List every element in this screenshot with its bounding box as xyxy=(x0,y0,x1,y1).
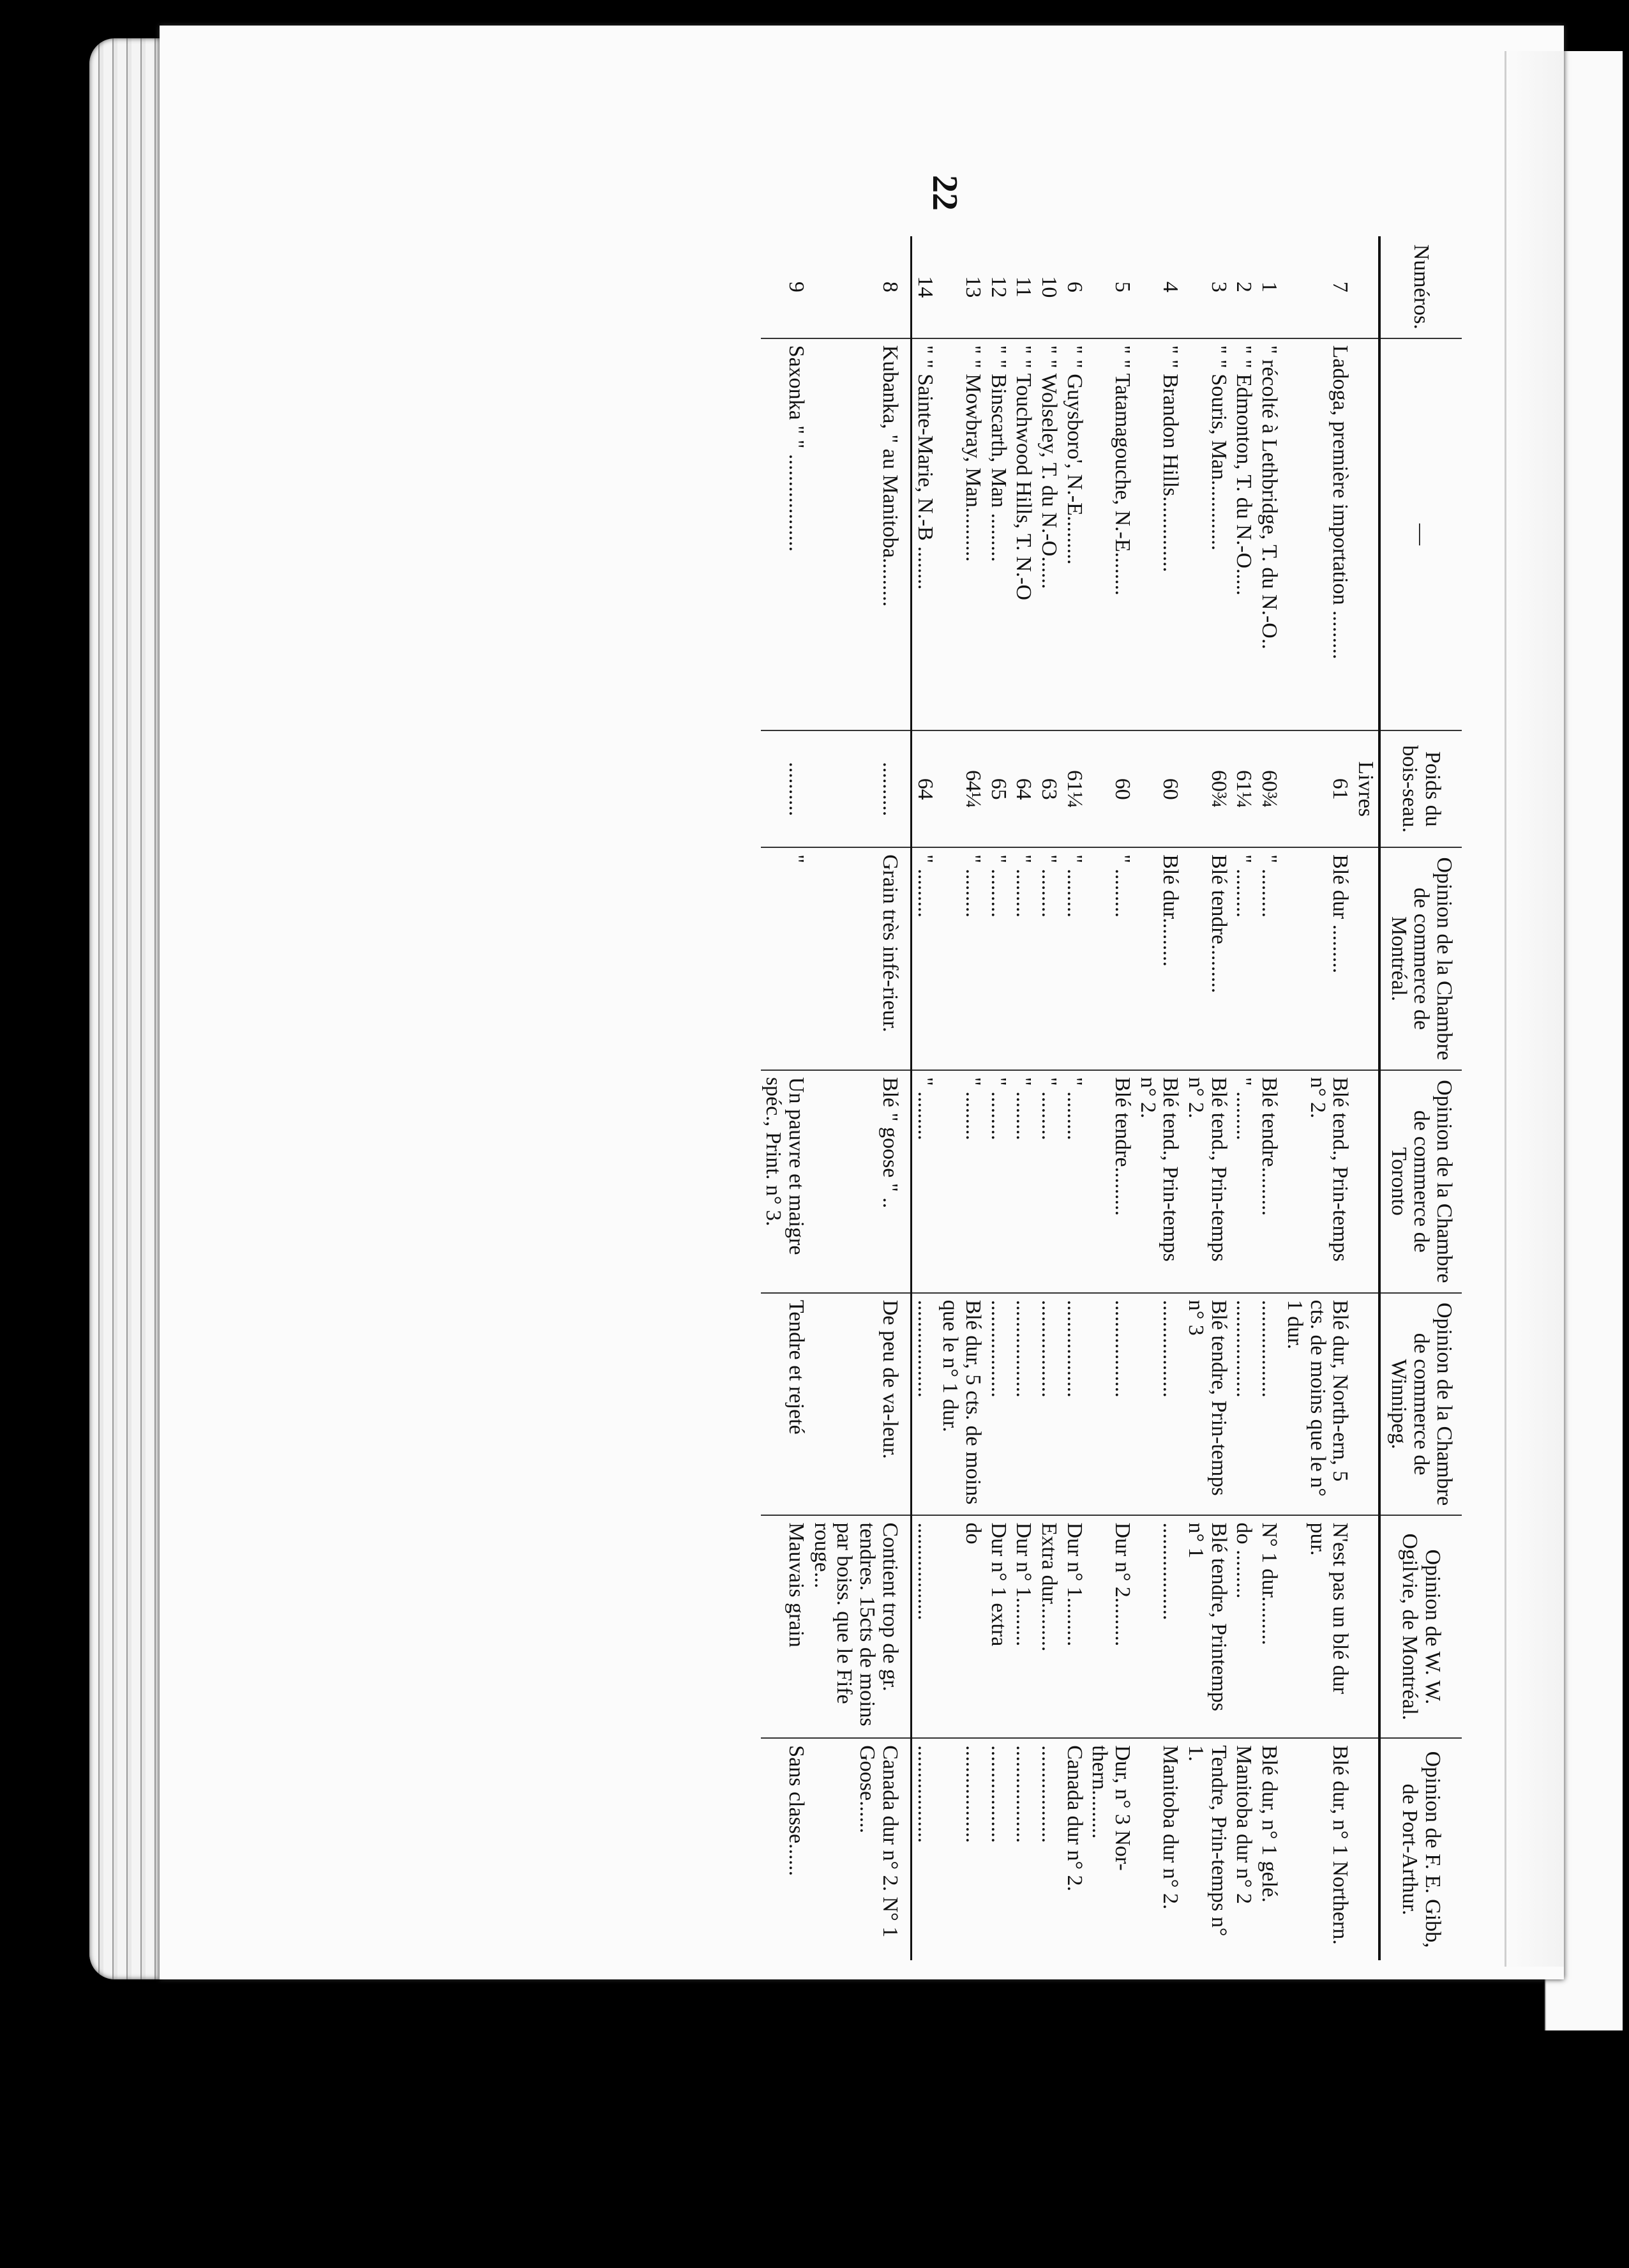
table-cell xyxy=(1353,1738,1379,1960)
unit-row xyxy=(1353,236,1379,1960)
row-number: 3 xyxy=(1206,281,1231,292)
gibb-opinion-cell: .................. xyxy=(1011,1738,1037,1960)
winnipeg-opinion-cell: Blé dur, 5 cts. de moins que le n° 1 dur. xyxy=(938,1293,986,1516)
row-number: 8 xyxy=(809,236,911,338)
header-winnipeg-chamber: Opinion de la Chambre de commerce de Winnipeg. xyxy=(1379,1293,1462,1516)
toronto-opinion-cell: Blé " goose " .. xyxy=(809,1070,911,1293)
gibb-opinion-cell: Sans classe...... xyxy=(761,1738,809,1960)
gibb-opinion-cell: Manitoba dur n° 2 xyxy=(1231,1738,1257,1960)
variety-cell: " " Binscarth, Man ......... xyxy=(986,338,1011,731)
toronto-opinion-cell: " ......... xyxy=(1231,1070,1257,1293)
weight-cell: 60 xyxy=(1087,730,1135,847)
montreal-opinion-cell: " ......... xyxy=(911,847,937,1070)
toronto-opinion-cell: Blé tendre......... xyxy=(1087,1070,1135,1293)
variety-cell: " récolté à Lethbridge, T. du N.-O.. xyxy=(1257,338,1282,731)
gibb-opinion-cell: Canada dur n° 2. xyxy=(1062,1738,1087,1960)
gibb-opinion-cell: .................. xyxy=(938,1738,986,1960)
montreal-opinion-cell: Blé dur ......... xyxy=(1282,847,1353,1070)
ogilvie-opinion-cell: Dur n° 1......... xyxy=(1062,1515,1087,1738)
toronto-opinion-cell: Blé tendre......... xyxy=(1257,1070,1282,1293)
header-toronto-chamber: Opinion de la Chambre de commerce de Toronto xyxy=(1379,1070,1462,1293)
weight-cell: 61 xyxy=(1282,730,1353,847)
weight-cell: 61¼ xyxy=(1231,730,1257,847)
table-row xyxy=(1183,236,1231,1960)
row-number: 5 xyxy=(1111,281,1135,292)
toronto-opinion-cell: Blé tend., Prin-temps n° 2. xyxy=(1183,1070,1231,1293)
ogilvie-opinion-cell: Dur n° 2......... xyxy=(1087,1515,1135,1738)
table-row xyxy=(986,236,1011,1960)
ogilvie-opinion-cell: .................. xyxy=(911,1515,937,1738)
toronto-opinion-cell: " ......... xyxy=(938,1070,986,1293)
weight-cell: 60 xyxy=(1135,730,1183,847)
ogilvie-opinion-cell: Contient trop de gr. tendres. 15cts de moins par boiss. que le Fife rouge... xyxy=(809,1515,911,1738)
montreal-opinion-cell: " ......... xyxy=(938,847,986,1070)
gibb-opinion-cell: Canada dur n° 2. N° 1 Goose...... xyxy=(809,1738,911,1960)
ogilvie-opinion-cell: N° 1 dur......... xyxy=(1257,1515,1282,1738)
winnipeg-opinion-cell: .................. xyxy=(1011,1293,1037,1516)
table-row xyxy=(1087,236,1135,1960)
toronto-opinion-cell: " ......... xyxy=(1036,1070,1062,1293)
row-number: 10 xyxy=(1037,276,1061,298)
weight-cell: 61¼ xyxy=(1062,730,1087,847)
row-number: 1 xyxy=(1257,281,1282,292)
weight-cell: 64¼ xyxy=(938,730,986,847)
table-row xyxy=(1036,236,1062,1960)
montreal-opinion-cell: " ......... xyxy=(1231,847,1257,1070)
toronto-opinion-cell: Blé tend., Prin-temps n° 2. xyxy=(1135,1070,1183,1293)
ogilvie-opinion-cell: N'est pas un blé dur pur. xyxy=(1282,1515,1353,1738)
row-number: 11 xyxy=(1012,276,1036,298)
table-row xyxy=(761,236,809,1960)
winnipeg-opinion-cell: Blé tendre, Prin-temps n° 3 xyxy=(1183,1293,1231,1516)
montreal-opinion-cell: " ......... xyxy=(1036,847,1062,1070)
gibb-opinion-cell: Dur, n° 3 Nor-thern......... xyxy=(1087,1738,1135,1960)
variety-cell: Kubanka, " au Manitoba......... xyxy=(809,338,911,731)
winnipeg-opinion-cell: .................. xyxy=(1231,1293,1257,1516)
variety-cell: " " Mowbray, Man.......... xyxy=(938,338,986,731)
variety-cell: " " Tatamagouche, N.-E........ xyxy=(1087,338,1135,731)
row-number: 2 xyxy=(1232,281,1256,292)
table-row xyxy=(1011,236,1037,1960)
table-cell xyxy=(1353,1515,1379,1738)
row-number: 12 xyxy=(986,276,1010,298)
header-weight: Poids du bois-seau. xyxy=(1379,730,1462,847)
table-cell xyxy=(1353,847,1379,1070)
gibb-opinion-cell: .................. xyxy=(986,1738,1011,1960)
montreal-opinion-cell: " ......... xyxy=(986,847,1011,1070)
table-row xyxy=(1062,236,1087,1960)
table-header-row xyxy=(1379,236,1462,1960)
weight-cell: 63 xyxy=(1036,730,1062,847)
table-row xyxy=(1135,236,1183,1960)
weight-cell: 64 xyxy=(1011,730,1037,847)
montreal-opinion-cell: " ......... xyxy=(1087,847,1135,1070)
header-variety: — xyxy=(1379,338,1462,731)
winnipeg-opinion-cell: Blé dur, North-ern, 5 cts. de moins que le n° 1 dur. xyxy=(1282,1293,1353,1516)
montreal-opinion-cell: " ......... xyxy=(1062,847,1087,1070)
weight-cell: 64 xyxy=(911,730,937,847)
winnipeg-opinion-cell: .................. xyxy=(1087,1293,1135,1516)
ogilvie-opinion-cell: do xyxy=(938,1515,986,1738)
gibb-opinion-cell: Manitoba dur n° 2. xyxy=(1135,1738,1183,1960)
variety-cell: " " Edmonton, T. du N.-O..... xyxy=(1231,338,1257,731)
wheat-opinion-table-rotated xyxy=(421,236,1462,1960)
ogilvie-opinion-cell: Blé tendre, Printemps n° 1 xyxy=(1183,1515,1231,1738)
row-number: 7 xyxy=(1328,281,1353,292)
winnipeg-opinion-cell: .................. xyxy=(1062,1293,1087,1516)
variety-cell: " " Wolseley, T. du N.-O...... xyxy=(1036,338,1062,731)
page-number: 22 xyxy=(925,175,965,211)
montreal-opinion-cell: Grain très infé-rieur. xyxy=(809,847,911,1070)
variety-cell: " " Brandon Hills.............. xyxy=(1135,338,1183,731)
gibb-opinion-cell: Tendre, Prin-temps n° 1. xyxy=(1183,1738,1231,1960)
variety-cell: Saxonka " " .................. xyxy=(761,338,809,731)
ogilvie-opinion-cell: Mauvais grain xyxy=(761,1515,809,1738)
variety-cell: " " Touchwood Hills, T. N.-O xyxy=(1011,338,1037,731)
toronto-opinion-cell: Blé tend., Prin-temps n° 2. xyxy=(1282,1070,1353,1293)
toronto-opinion-cell: Un pauvre et maigre spéc., Print. n° 3. xyxy=(761,1070,809,1293)
row-number: 13 xyxy=(961,276,985,298)
gibb-opinion-cell: .................. xyxy=(911,1738,937,1960)
toronto-opinion-cell: " ......... xyxy=(911,1070,937,1293)
variety-cell: " " Souris, Man............. xyxy=(1183,338,1231,731)
montreal-opinion-cell: Blé tendre......... xyxy=(1183,847,1231,1070)
weight-cell: 60¾ xyxy=(1183,730,1231,847)
winnipeg-opinion-cell: .................. xyxy=(986,1293,1011,1516)
table-row xyxy=(809,236,911,1960)
book-page-edges xyxy=(89,38,166,1979)
gibb-opinion-cell: Blé dur, n° 1 Northern. xyxy=(1282,1738,1353,1960)
winnipeg-opinion-cell: Tendre et rejeté xyxy=(761,1293,809,1516)
header-montreal-chamber: Opinion de la Chambre de commerce de Montréal. xyxy=(1379,847,1462,1070)
table-row xyxy=(1231,236,1257,1960)
montreal-opinion-cell: " xyxy=(761,847,809,1070)
variety-cell: " " Sainte-Marie, N.-B ........ xyxy=(911,338,937,731)
ogilvie-opinion-cell: do ......... xyxy=(1231,1515,1257,1738)
winnipeg-opinion-cell: .................. xyxy=(1135,1293,1183,1516)
row-number: 9 xyxy=(784,281,809,292)
table-cell xyxy=(1353,338,1379,731)
table-row xyxy=(911,236,937,1960)
montreal-opinion-cell: " ......... xyxy=(1011,847,1037,1070)
header-gibb: Opinion de F. E. Gibb, de Port-Arthur. xyxy=(1379,1738,1462,1960)
gibb-opinion-cell: .................. xyxy=(1036,1738,1062,1960)
toronto-opinion-cell: " ......... xyxy=(1011,1070,1037,1293)
table-row xyxy=(1257,236,1282,1960)
table-cell xyxy=(1353,236,1379,338)
variety-cell: Ladoga, première importation ......... xyxy=(1282,338,1353,731)
weight-unit-label: Livres xyxy=(1353,730,1379,847)
row-number: 4 xyxy=(1159,281,1183,292)
wheat-opinion-table xyxy=(761,236,1462,1960)
table-row xyxy=(938,236,986,1960)
header-numeros: Numéros. xyxy=(1379,236,1462,338)
toronto-opinion-cell: " ......... xyxy=(1062,1070,1087,1293)
weight-cell: .......... xyxy=(809,730,911,847)
row-number: 14 xyxy=(913,276,937,298)
gibb-opinion-cell: Blé dur, n° 1 gelé. xyxy=(1257,1738,1282,1960)
weight-cell: .......... xyxy=(761,730,809,847)
montreal-opinion-cell: " ......... xyxy=(1257,847,1282,1070)
weight-cell: 60¾ xyxy=(1257,730,1282,847)
ogilvie-opinion-cell: Dur n° 1......... xyxy=(1011,1515,1037,1738)
weight-cell: 65 xyxy=(986,730,1011,847)
ogilvie-opinion-cell: Extra dur......... xyxy=(1036,1515,1062,1738)
table-cell xyxy=(1353,1070,1379,1293)
winnipeg-opinion-cell: .................. xyxy=(911,1293,937,1516)
table-row xyxy=(1282,236,1353,1960)
ogilvie-opinion-cell: .................. xyxy=(1135,1515,1183,1738)
winnipeg-opinion-cell: .................. xyxy=(1257,1293,1282,1516)
ogilvie-opinion-cell: Dur n° 1 extra xyxy=(986,1515,1011,1738)
variety-cell: " " Guysboro', N.-E......... xyxy=(1062,338,1087,731)
table-cell xyxy=(1353,1293,1379,1516)
winnipeg-opinion-cell: De peu de va-leur. xyxy=(809,1293,911,1516)
header-ogilvie: Opinion de W. W. Ogilvie, de Montréal. xyxy=(1379,1515,1462,1738)
toronto-opinion-cell: " ......... xyxy=(986,1070,1011,1293)
winnipeg-opinion-cell: .................. xyxy=(1036,1293,1062,1516)
row-number: 6 xyxy=(1062,281,1086,292)
montreal-opinion-cell: Blé dur......... xyxy=(1135,847,1183,1070)
